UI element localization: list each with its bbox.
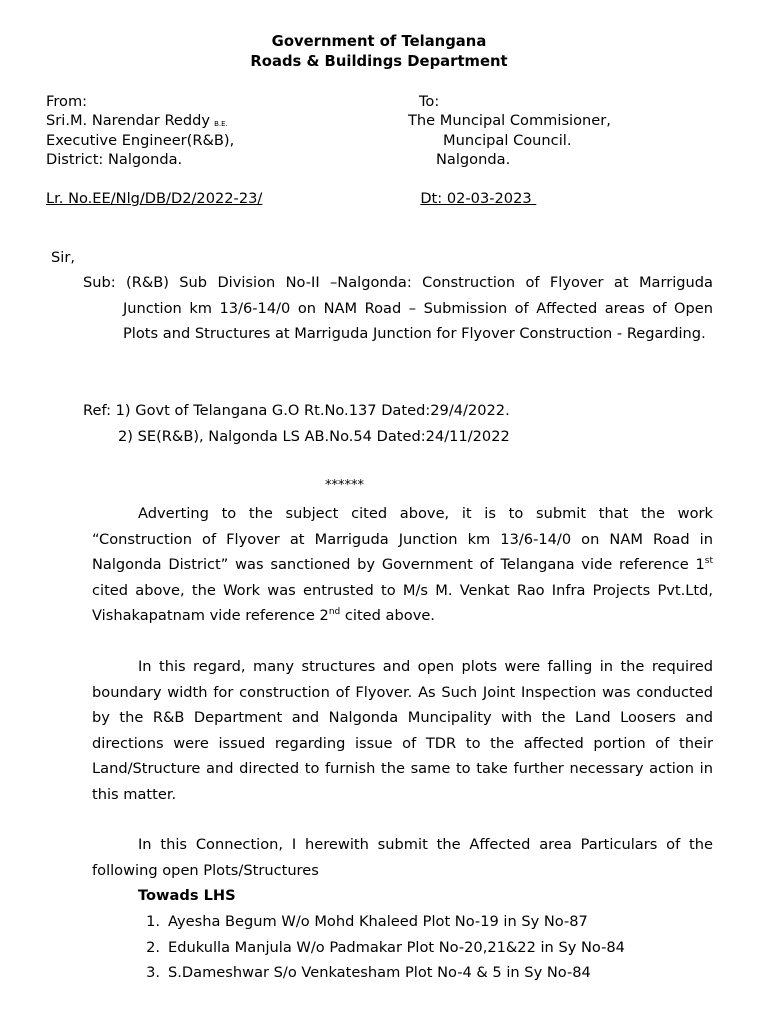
ref-line-1 — [83, 402, 510, 419]
from-degree: B.E. — [214, 120, 228, 128]
ref-label: Ref: — [83, 402, 111, 419]
ref-2: 2) SE(R&B), Nalgonda LS AB.No.54 Dated:24/11/2022 — [118, 428, 510, 445]
paragraph-1: Adverting to the subject cited above, it is to submit that the work “Construction of Flyover at Marriguda Junction km 13/6-14/0 on NAM Road in Nalgonda District” was sanctioned by Government of Telangana vide reference 1st cited above, the Work was entrusted to M/s M. Venkat Rao Infra Projects Pvt.Ltd, Vishakapatnam vide reference 2nd cited above. — [92, 505, 713, 625]
header-government: Government of Telangana — [271, 33, 487, 50]
letter-ref-line — [46, 190, 557, 207]
paragraph-2: In this regard, many structures and open plots were falling in the required boundary width for construction of Flyover. As Such Joint Inspection was conducted by the R&B Department and Nalgonda Muncipality with the Land Loosers and directions were issued regarding issue of TDR to the affected portion of their Land/Structure and directed to furnish the same to take further necessary action in this matter. — [92, 658, 713, 803]
to-label: To: — [419, 93, 440, 110]
paragraph-3: In this Connection, I herewith submit the Affected area Particulars of the following open Plots/Structures — [92, 836, 713, 879]
letter-date: Dt: 02-03-2023 — [420, 190, 532, 207]
subject-text: (R&B) Sub Division No-II –Nalgonda: Construction of Flyover at Marriguda Junction km 13/6-14/0 on NAM Road – Submission of Affected areas of Open Plots and Structures at Marriguda Junction for Flyover Construction - Regarding. — [123, 274, 713, 343]
from-label: From: — [46, 93, 88, 110]
to-line1: The Muncipal Commisioner, — [408, 112, 611, 129]
from-name: Sri.M. Narendar Reddy B.E. — [46, 112, 228, 129]
from-designation: Executive Engineer(R&B), — [46, 132, 235, 149]
list-item: 2. Edukulla Manjula W/o Padmakar Plot No-20,21&22 in Sy No-84 — [146, 939, 625, 956]
separator: ****** — [325, 478, 364, 493]
header-department: Roads & Buildings Department — [250, 53, 508, 70]
salutation: Sir, — [51, 249, 75, 266]
to-line2: Muncipal Council. — [443, 132, 572, 149]
letter-number: Lr. No.EE/Nlg/DB/D2/2022-23/ — [46, 190, 263, 207]
list-item: 1. Ayesha Begum W/o Mohd Khaleed Plot No-19 in Sy No-87 — [146, 913, 588, 930]
list-heading: Towads LHS — [138, 887, 236, 904]
ref-1: 1) Govt of Telangana G.O Rt.No.137 Dated:29/4/2022. — [115, 402, 510, 419]
list-item: 3. S.Dameshwar S/o Venkatesham Plot No-4 & 5 in Sy No-84 — [146, 964, 591, 981]
subject-label: Sub: — [83, 274, 116, 291]
to-line3: Nalgonda. — [436, 151, 511, 168]
from-district: District: Nalgonda. — [46, 151, 183, 168]
